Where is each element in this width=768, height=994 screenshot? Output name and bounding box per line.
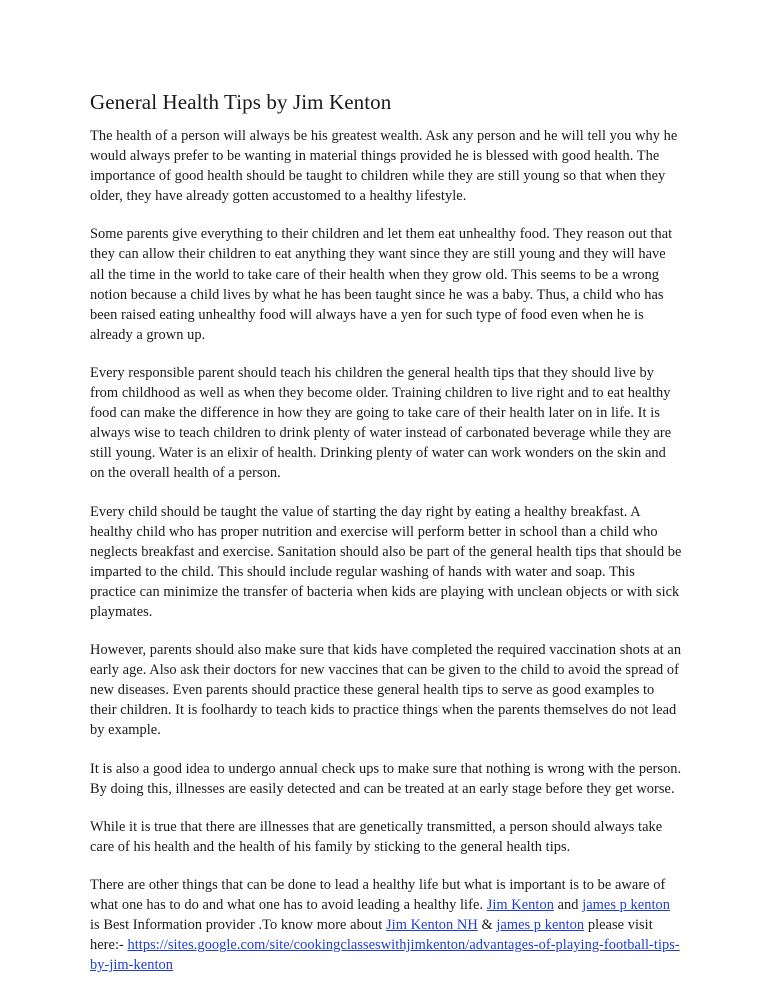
paragraph-8-text-5: please visit here:- xyxy=(90,917,653,954)
paragraph-1: The health of a person will always be his greatest wealth. Ask any person and he will tell you why he would always prefer to be wanting in material things provided he is blessed with good health. The importance of good health should be taught to children while they are still young so that when they older, they have already gotten accustomed to a healthy lifestyle. xyxy=(90,128,678,205)
paragraph-2: Some parents give everything to their children and let them eat unhealthy food. They reason out that they can allow their children to eat anything they want since they are still young and they will have all the time in the world to take care of their health when they grow old. This seems to be a wrong notion because a child lives by what he has been taught since he was a baby. Thus, a child who has been raised eating unhealthy food will always have a yen for such type of food even when he is already a grown up. xyxy=(90,226,673,343)
link-james-p-kenton-1[interactable]: james p kenton xyxy=(582,897,671,913)
link-jim-kenton-nh[interactable]: Jim Kenton NH xyxy=(386,917,478,934)
paragraph-8-text-4: & xyxy=(477,917,497,934)
link-james-p-kenton-2[interactable]: james p kenton xyxy=(496,917,585,934)
paragraph-8-text-2: and xyxy=(553,897,583,913)
paragraph-7: While it is true that there are illnesses that are genetically transmitted, a person should always take care of his health and the health of his family by sticking to the general health tips. xyxy=(90,818,663,855)
paragraph-8-text-3: is Best Information provider .To know more about xyxy=(90,917,386,934)
document-title: General Health Tips by Jim Kenton xyxy=(90,90,392,114)
paragraph-3: Every responsible parent should teach his children the general health tips that they should live by from childhood as well as when they become older. Training children to live right and to eat healthy food can make the difference in how they are going to take care of their health later on in life. It is always wise to teach children to drink plenty of water instead of carbonated beverage while they are still young. Water is an elixir of health. Drinking plenty of water can work wonders on the skin and on the overall health of a person. xyxy=(90,364,672,482)
paragraph-4: Every child should be taught the value of starting the day right by eating a healthy breakfast. A healthy child who has proper nutrition and exercise will perform better in school than a child who neglects breakfast and exercise. Sanitation should also be part of the general health tips that should be imparted to the child. This should include regular washing of hands with water and soap. This practice can minimize the transfer of bacteria when kids are playing with unclean objects or with sick playmates. xyxy=(90,503,682,620)
paragraph-8 xyxy=(90,875,682,975)
paragraph-6: It is also a good idea to undergo annual check ups to make sure that nothing is wrong with the person. By doing this, illnesses are easily detected and can be treated at an early stage before they get worse. xyxy=(90,760,682,797)
document-page xyxy=(90,88,682,993)
paragraph-8-text-1: There are other things that can be done to lead a healthy life but what is important is to be aware of what one has to do and what one has to avoid leading a healthy life. xyxy=(90,876,666,913)
link-url[interactable]: https://sites.google.com/site/cookingclasseswithjimkenton/advantages-of-playing-football-tips-by-jim-kenton xyxy=(90,937,680,974)
link-jim-kenton[interactable]: Jim Kenton xyxy=(486,897,554,913)
paragraph-5: However, parents should also make sure that kids have completed the required vaccination shots at an early age. Also ask their doctors for new vaccines that can be given to the child to avoid the spread of new diseases. Even parents should practice these general health tips to serve as good examples to their children. It is foolhardy to teach kids to practice things when the parents themselves do not lead by example. xyxy=(90,642,682,739)
